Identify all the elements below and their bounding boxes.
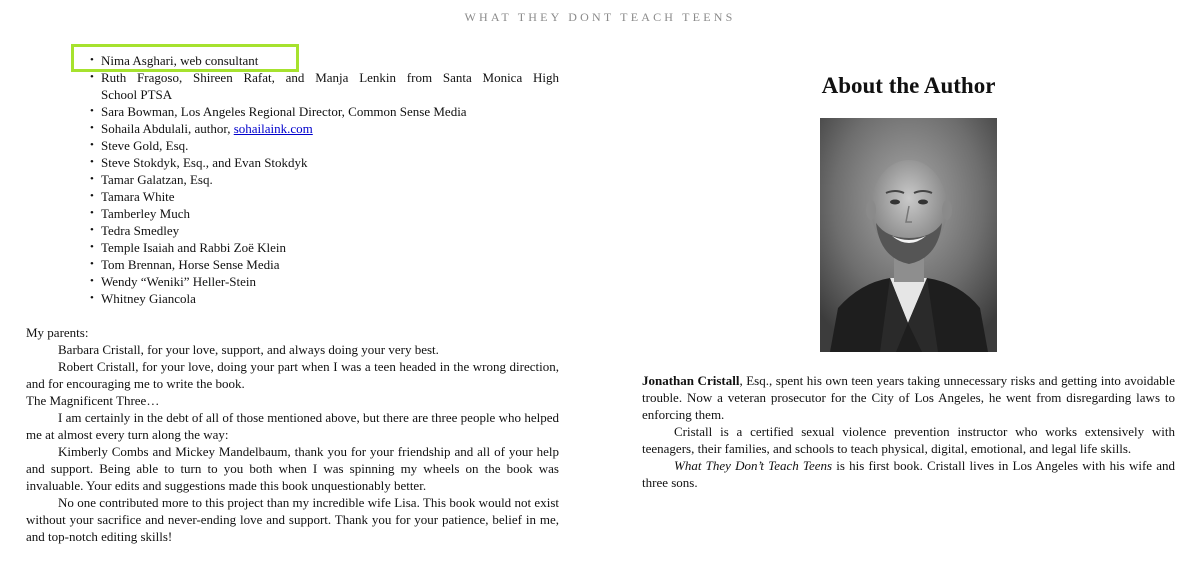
page-title: About the Author (821, 73, 996, 98)
list-item (90, 273, 559, 290)
list-item-continuation: School PTSA (101, 87, 173, 102)
acknowledgments-page (26, 52, 559, 545)
gratitude-section (26, 324, 559, 545)
list-item-text: Wendy “Weniki” Heller-Stein (101, 274, 257, 289)
list-item (90, 52, 559, 69)
list-item-text: Tedra Smedley (101, 223, 180, 238)
paragraph: Kimberly Combs and Mickey Mandelbaum, thank you for your friendship and all of your help and support. Being able to turn to you both when I was spinning my wheels on the book was invaluable. Your edits and suggestions made this book unquestionably better. (26, 444, 559, 493)
website-link[interactable]: sohailaink.com (233, 121, 313, 136)
list-item-text: Temple Isaiah and Rabbi Zoë Klein (101, 240, 287, 255)
author-portrait-image (820, 118, 997, 352)
author-bio (642, 372, 1175, 491)
list-item-text: Tamberley Much (101, 206, 190, 221)
list-item (90, 222, 559, 239)
paragraph: No one contributed more to this project than my incredible wife Lisa. This book would not exist without your sacrifice and never-ending love and support. Thank you for your patience, belief in me, and top-notch editing skills! (26, 495, 559, 544)
bio-paragraph: Cristall is a certified sexual violence prevention instructor who works extensively with teenagers, their families, and schools to teach physical, digital, emotional, and legal life skills. (642, 424, 1175, 456)
magnificent-heading: The Magnificent Three… (26, 393, 160, 408)
list-item (90, 256, 559, 273)
list-item-text: Tamar Galatzan, Esq. (101, 172, 213, 187)
bio-text: , Esq., spent his own teen years taking unnecessary risks and getting into avoidable trouble. Now a veteran prosecutor for the City of Los Angeles, he went from disregarding laws to enforcing them. (642, 373, 1176, 422)
list-item (90, 137, 559, 154)
list-item-text: Steve Stokdyk, Esq., and Evan Stokdyk (101, 155, 308, 170)
author-name: Jonathan Cristall (642, 373, 740, 388)
list-item (90, 239, 559, 256)
list-item-text: Sohaila Abdulali, author, (101, 121, 234, 136)
list-item-text: Ruth Fragoso, Shireen Rafat, and Manja Lenkin from Santa Monica High (101, 70, 559, 85)
list-item (90, 103, 559, 120)
list-item (90, 205, 559, 222)
list-item-text: Tamara White (101, 189, 175, 204)
list-item (90, 154, 559, 171)
list-item-text: Tom Brennan, Horse Sense Media (101, 257, 280, 272)
bio-text: is his first book. Cristall lives in Los Angeles with his wife and three sons. (642, 458, 1175, 490)
paragraph: Barbara Cristall, for your love, support, and always doing your very best. (58, 342, 439, 357)
running-head: WHAT THEY DONT TEACH TEENS (464, 10, 736, 24)
author-photo (820, 118, 997, 352)
list-item (15, 69, 559, 103)
paragraph: I am certainly in the debt of all of those mentioned above, but there are three people who helped me at almost every turn along the way: (26, 410, 559, 442)
bio-paragraph (642, 372, 1175, 423)
list-item (90, 290, 559, 307)
list-item-text: Sara Bowman, Los Angeles Regional Director, Common Sense Media (101, 104, 467, 119)
paragraph: Robert Cristall, for your love, doing your part when I was a teen headed in the wrong direction, and for encouraging me to write the book. (26, 359, 559, 391)
book-title: What They Don’t Teach Teens (674, 458, 833, 473)
list-item (90, 188, 559, 205)
list-item (90, 171, 559, 188)
about-author-page (642, 70, 1175, 491)
parents-heading: My parents: (26, 325, 89, 340)
bio-paragraph (642, 457, 1175, 491)
list-item-text: Whitney Giancola (101, 291, 196, 306)
acknowledgments-list (26, 52, 559, 307)
list-item (90, 120, 559, 137)
list-item-text: Steve Gold, Esq. (101, 138, 189, 153)
list-item-text: Nima Asghari, web consultant (101, 53, 259, 68)
